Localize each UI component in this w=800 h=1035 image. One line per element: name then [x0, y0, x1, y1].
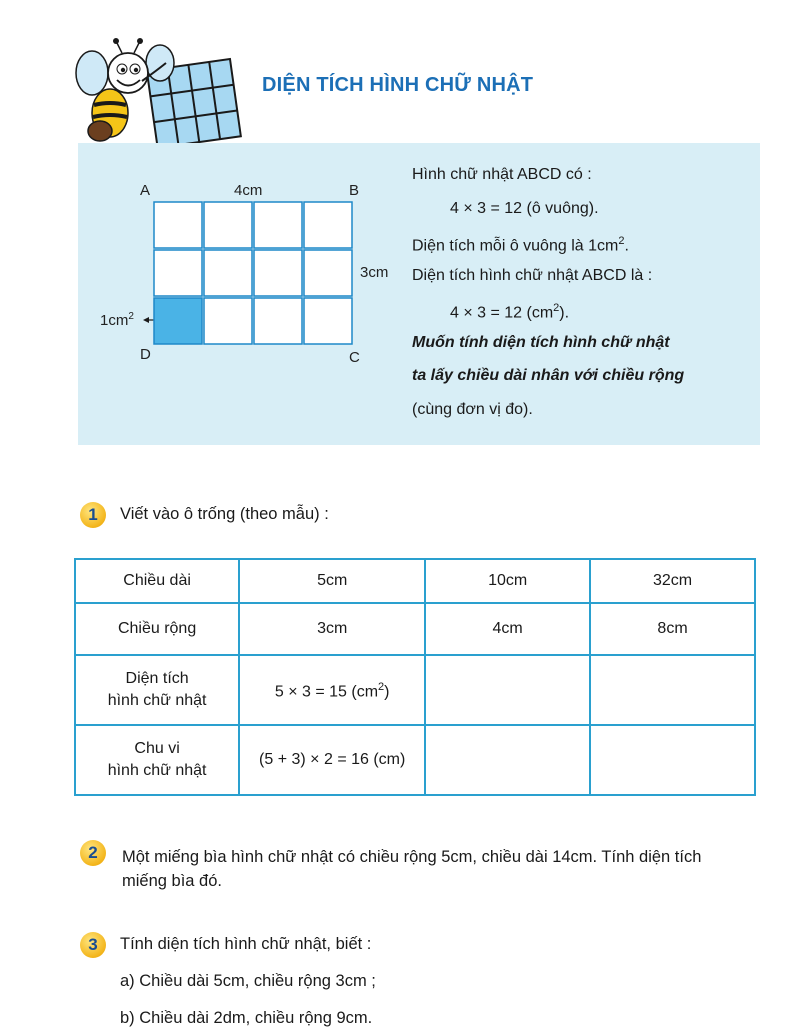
grid-cell	[304, 250, 352, 296]
width-cell: 8cm	[590, 603, 755, 655]
grid-cell	[204, 250, 252, 296]
point-c-label: C	[349, 349, 360, 366]
explanation-line-3: Diện tích mỗi ô vuông là $1cm^2$.	[412, 235, 629, 255]
area-row-header: Diện tích hình chữ nhật	[75, 655, 239, 725]
exercise-1-badge: 1	[80, 502, 106, 528]
explanation-text	[412, 158, 752, 426]
rule-line-3: (cùng đơn vị đo).	[412, 400, 533, 418]
width-cell: 4cm	[425, 603, 590, 655]
exercise-3-prompt: Tính diện tích hình chữ nhật, biết :	[120, 935, 372, 953]
length-cell: 5cm	[239, 559, 425, 603]
table-row	[75, 603, 755, 655]
grid-cell	[254, 202, 302, 248]
area-answer-blank[interactable]	[590, 655, 755, 725]
grid-width-label: 4cm	[234, 182, 263, 199]
length-cell: 32cm	[590, 559, 755, 603]
grid-cell	[254, 250, 302, 296]
explanation-line-1: Hình chữ nhật ABCD có :	[412, 166, 592, 183]
perimeter-answer-blank[interactable]	[425, 725, 590, 795]
unit-area-label: $1cm^2$	[100, 311, 134, 329]
grid-cell	[304, 202, 352, 248]
exercise-3-item-a: a) Chiều dài 5cm, chiều rộng 3cm ;	[120, 972, 376, 990]
point-a-label: A	[140, 182, 151, 199]
length-cell: 10cm	[425, 559, 590, 603]
perimeter-row-header: Chu vi hình chữ nhật	[75, 725, 239, 795]
explanation-line-4: Diện tích hình chữ nhật ABCD là :	[412, 266, 653, 284]
grid-height-label: 3cm	[360, 264, 389, 281]
point-b-label: B	[349, 182, 360, 199]
area-example-cell: 5 × 3 = 15 $(cm^2)$	[239, 655, 425, 725]
grid-cell	[304, 298, 352, 344]
mascot-bee-illustration	[70, 35, 250, 155]
width-row-header: Chiều rộng	[75, 603, 239, 655]
rule-line-2: ta lấy chiều dài nhân với chiều rộng	[412, 367, 685, 384]
explanation-line-2: 4 × 3 = 12 (ô vuông).	[450, 199, 599, 217]
area-answer-blank[interactable]	[425, 655, 590, 725]
exercise-1-prompt: Viết vào ô trống (theo mẫu) :	[120, 505, 329, 523]
exercise-2-text: Một miếng bìa hình chữ nhật có chiều rộng 5cm, chiều dài 14cm. Tính diện tích miếng bìa đó.	[122, 848, 702, 890]
exercise-1-table	[74, 558, 756, 796]
exercise-3-item-b: b) Chiều dài 2dm, chiều rộng 9cm.	[120, 1009, 373, 1027]
width-cell: 3cm	[239, 603, 425, 655]
rule-line-1: Muốn tính diện tích hình chữ nhật	[412, 333, 670, 351]
grid-cell	[254, 298, 302, 344]
exercise-3-badge: 3	[80, 932, 106, 958]
grid-cell	[154, 250, 202, 296]
perimeter-answer-blank[interactable]	[590, 725, 755, 795]
grid-cell	[204, 298, 252, 344]
rectangle-grid-figure	[153, 201, 353, 345]
page-title: DIỆN TÍCH HÌNH CHỮ NHẬT	[262, 74, 534, 96]
table-row	[75, 655, 755, 725]
table-row	[75, 725, 755, 795]
point-d-label: D	[140, 346, 151, 363]
unit-square-filled	[154, 298, 202, 344]
grid-cell	[204, 202, 252, 248]
perimeter-example-cell: (5 + 3) × 2 = 16 (cm)	[239, 725, 425, 795]
explanation-line-5: 4 × 3 = 12 $(cm^2)$.	[450, 302, 570, 322]
table-row	[75, 559, 755, 603]
grid-cell	[154, 202, 202, 248]
exercise-2-badge: 2	[80, 840, 106, 866]
length-row-header: Chiều dài	[75, 559, 239, 603]
